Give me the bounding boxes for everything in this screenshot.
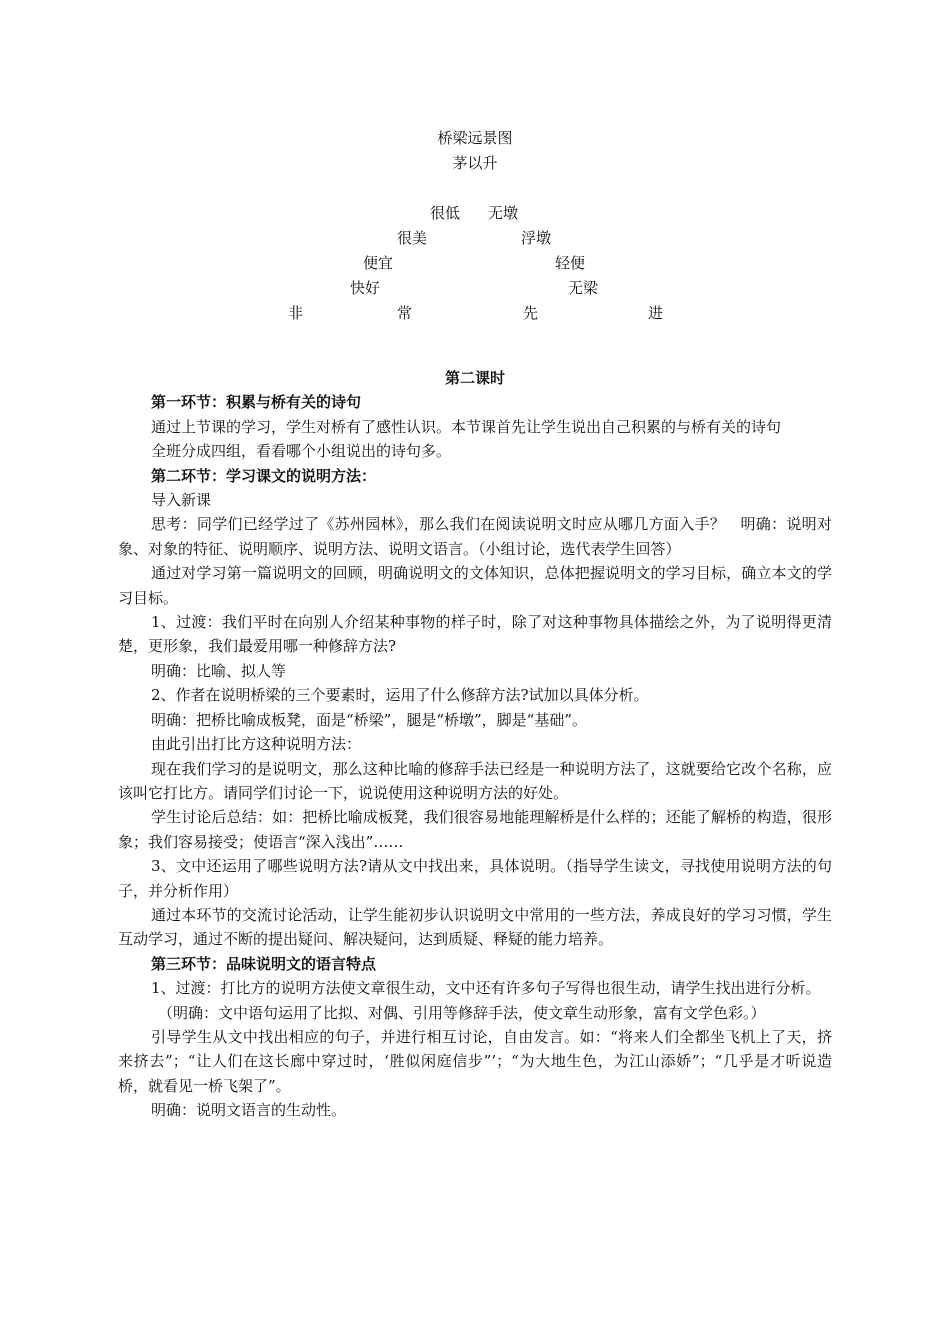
paragraph: 由此引出打比方这种说明方法： [151,735,362,754]
section-heading-1: 第一环节：积累与桥有关的诗句 [151,393,362,412]
diagram-row5-char2: 常 [397,304,413,322]
paragraph: 明确：说明文语言的生动性。 [151,1101,347,1120]
paragraph: 2、作者在说明桥梁的三个要素时，运用了什么修辞方法?试加以具体分析。 [151,686,649,705]
paragraph: 明确：比喻、拟人等 [151,661,287,680]
paragraph: 1、过渡：打比方的说明方法使文章很生动，文中还有许多句子写得也很生动，请学生找出进行分析。 [151,979,821,998]
paragraph: 1、过渡：我们平时在向别人介绍某种事物的样子时，除了对这种事物具体描绘之外，为了说明得更清楚，更形象，我们最爱用哪一种修辞方法? [118,613,832,656]
diagram-row3-left: 便宜 [363,254,394,272]
diagram-row2-right: 浮墩 [521,229,552,247]
diagram-row4-left: 快好 [350,279,381,297]
diagram-row5-char4: 进 [648,304,664,322]
paragraph: 引导学生从文中找出相应的句子，并进行相互讨论，自由发言。如：“将来人们全都坐飞机上了天，挤来挤去”；“让人们在这长廊中穿过时，‘胜似闲庭信步”’；“为大地生色，为江山添娇”；“几乎是才听说造桥，就看见一桥飞架了”。 [118,1027,832,1095]
paragraph: 通过上节课的学习，学生对桥有了感性认识。本节课首先让学生说出自己积累的与桥有关的诗句 [151,417,782,436]
paragraph: 通过本环节的交流讨论活动，让学生能初步认识说明文中常用的一些方法，养成良好的学习习惯，学生互动学习，通过不断的提出疑问、解决疑问，达到质疑、释疑的能力培养。 [118,905,832,949]
diagram-row5-char1: 非 [288,304,304,322]
paragraph: 3、文中还运用了哪些说明方法?请从文中找出来，具体说明。（指导学生读文，寻找使用说明方法的句子，并分析作用） [118,857,832,900]
diagram-row3-right: 轻便 [555,254,586,272]
paragraph: 学生讨论后总结：如：把桥比喻成板凳，我们很容易地能理解桥是什么样的；还能了解桥的构造，很形象；我们容易接受；使语言“深入浅出”…… [118,808,832,851]
diagram-row2-left: 很美 [397,229,428,247]
paragraph: （明确：文中语句运用了比拟、对偶、引用等修辞手法，使文章生动形象，富有文学色彩。） [158,1003,766,1022]
section-heading-2: 第二环节：学习课文的说明方法： [151,466,377,485]
doc-title: 桥梁远景图 [437,129,513,147]
paragraph: 通过对学习第一篇说明文的回顾，明确说明文的文体知识，总体把握说明文的学习目标，确立本文的学习目标。 [118,564,832,607]
doc-author: 茅以升 [452,154,498,172]
paragraph: 明确：把桥比喻成板凳，面是“桥梁”，腿是“桥墩”，脚是“基础”。 [151,710,588,729]
lesson-title: 第二课时 [444,369,505,387]
diagram-row5-char3: 先 [523,304,539,322]
diagram-row1-right: 无墩 [488,204,519,222]
paragraph: 全班分成四组，看看哪个小组说出的诗句多。 [151,442,452,461]
section-heading-3: 第三环节：品味说明文的语言特点 [151,954,377,973]
doc-body [118,366,832,1123]
paragraph: 思考：同学们已经学过了《苏州园林》，那么我们在阅读说明文时应从哪几方面入手？ 明确：说明对象、对象的特征、说明顺序、说明方法、说明文语言。（小组讨论，选代表学生回答） [118,515,832,558]
diagram-row4-right: 无梁 [568,279,599,297]
paragraph: 现在我们学习的是说明文，那么这种比喻的修辞手法已经是一种说明方法了，这就要给它改个名称，应该叫它打比方。请同学们讨论一下，说说使用这种说明方法的好处。 [118,759,832,802]
paragraph: 导入新课 [151,491,212,510]
diagram-row1-left: 很低 [430,204,461,222]
